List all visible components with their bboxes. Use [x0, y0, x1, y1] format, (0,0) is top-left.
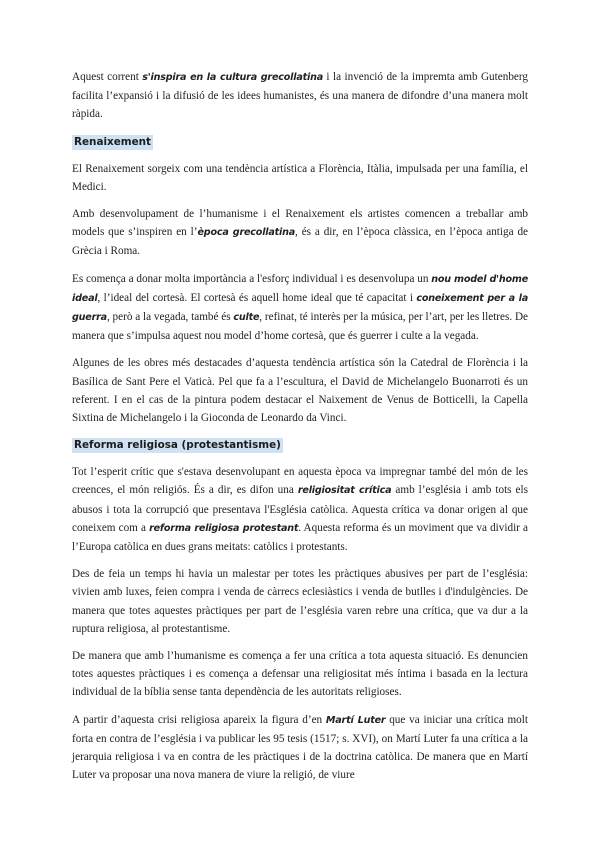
paragraph-intro: Aquest corrent s'inspira en la cultura grecollatina i la invenció de la impremta amb Gutenberg facilita l’expansió i la difusió de les idees humanistes, és una manera de difondre d’una manera molt ràpida.	[72, 71, 528, 121]
highlight-term: nou model d'home ideal	[72, 273, 529, 304]
highlight-term: reforma religiosa protestant	[149, 522, 299, 534]
paragraph-reforma-4: A partir d’aquesta crisi religiosa apareix la figura d’en Martí Luter que va iniciar una crítica molt forta en contra de l’església i va publicar les 95 tesis (1517; s. XVI), on Martí Luter fa una crítica a la jerarquia religiosa i va en contra de les pràctiques i de la doctrina catòlica. De manera que en Martí Luter va proposar una nova manera de viure la religió, de viure	[72, 713, 528, 782]
paragraph-reforma-3: De manera que amb l’humanisme es comença a fer una crítica a tota aquesta situació. Es denuncien totes aquestes pràctiques i es comença a defensar una religiositat més íntima i basada en la lectura individual de la bíblia sense tanta dependència de les autoritats religioses.	[72, 650, 528, 699]
paragraph-renaixement-2: Amb desenvolupament de l’humanisme i el Renaixement els artistes comencen a treballar amb models que s’inspiren en l’època grecollatina, és a dir, en l’època clàssica, en l’època antiga de Grècia i Roma.	[72, 208, 528, 258]
highlight-term: coneixement per a la guerra	[72, 292, 528, 324]
paragraph-renaixement-4: Algunes de les obres més destacades d’aquesta tendència artística són la Catedral de Florència i la Basílica de Sant Pere el Vaticà. Pel que fa a l’escultura, el David de Michelangelo Buonarroti és un referent. I en el cas de la pintura podem destacar el Naixement de Venus de Botticelli, la Capella Sixtina de Michelangelo i la Gioconda de Leonardo da Vinci.	[72, 357, 528, 425]
highlight-term: religiositat crítica	[297, 485, 392, 497]
highlight-term: època grecollatina	[197, 227, 296, 239]
highlight-term: culte	[233, 312, 260, 324]
highlight-term: Martí Luter	[325, 714, 386, 726]
paragraph-reforma-2: Des de feia un temps hi havia un malestar per totes les pràctiques abusives per part de l’església: vivien amb luxes, feien compra i venda de càrrecs eclesiàstics i venda de butlles i d'indulgències. De manera que totes aquestes pràctiques per part de l’església varen rebre una crítica, que va dur a la ruptura religiosa, al protestantisme.	[72, 568, 528, 635]
section-heading-renaixement: Renaixement	[74, 135, 152, 148]
highlight-term: s'inspira en la cultura grecollatina	[142, 72, 323, 83]
paragraph-renaixement-3: Es comença a donar molta importància a l'esforç individual i es desenvolupa un nou model d'home ideal, l’ideal del cortesà. El cortesà és aquell home ideal que té capacitat i coneixement per a la guerra, però a la vegada, també és culte, refinat, té interès per la música, per l’art, per les lletres. De manera que s’impulsa aquest nou model d’home cortesà, que és guerrer i culte a la vegada.	[72, 272, 529, 343]
section-heading-reforma: Reforma religiosa (protestantisme)	[74, 439, 281, 452]
paragraph-renaixement-1: El Renaixement sorgeix com una tendència artística a Florència, Itàlia, impulsada per una família, el Medici.	[72, 162, 528, 193]
paragraph-reforma-1: Tot l’esperit crític que s'estava desenvolupant en aquesta època va impregnar també del món de les creences, el món religiós. És a dir, es difon una religiositat crítica amb l’església i amb tots els abusos i tota la corrupció que presentava l'Església catòlica. Aquesta crítica va donar origen al que coneixem com a reforma religiosa protestant. Aquesta reforma és un moviment que va dividir a l’Europa catòlica en dues grans meitats: catòlics i protestants.	[72, 466, 528, 554]
